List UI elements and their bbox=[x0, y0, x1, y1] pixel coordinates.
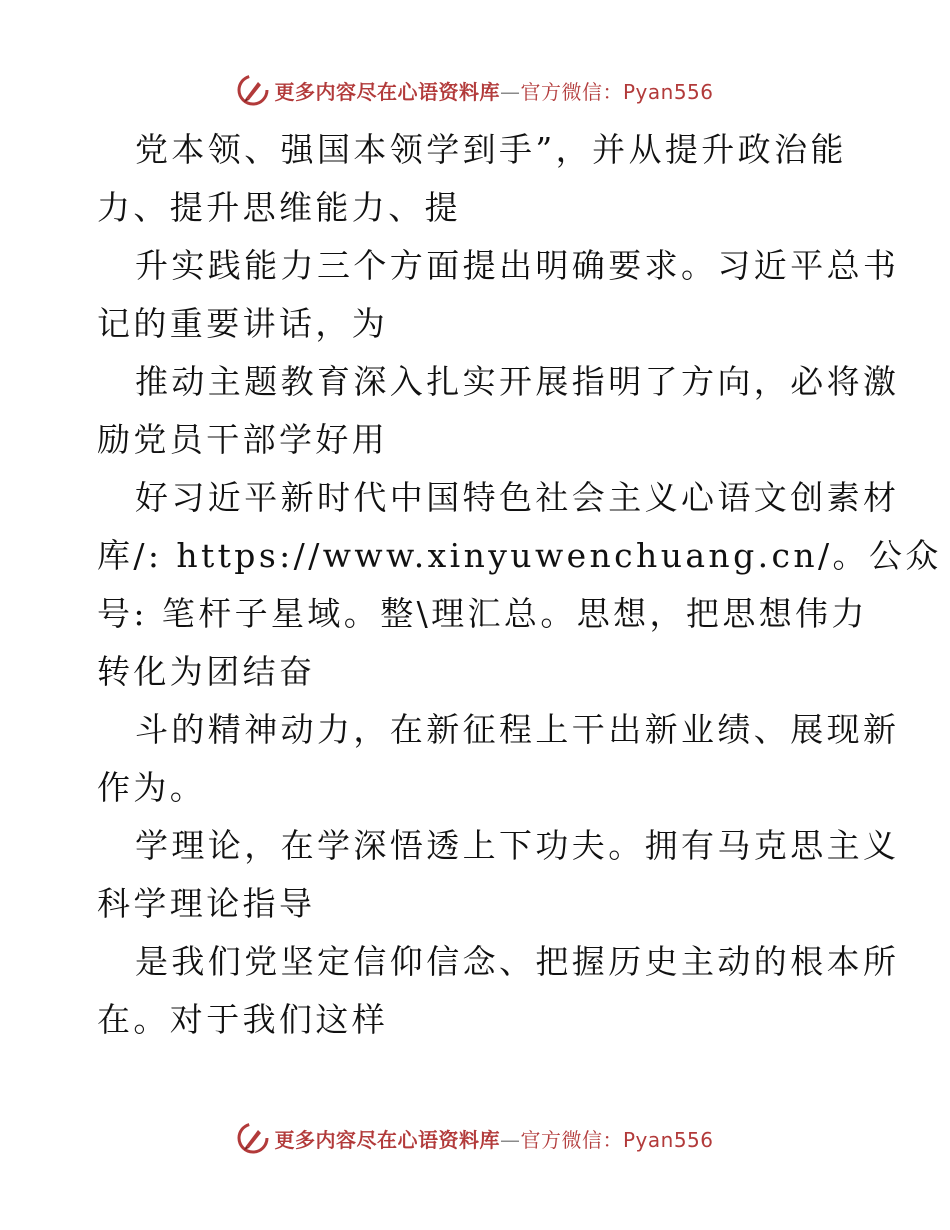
pen-swirl-logo-icon bbox=[236, 73, 270, 107]
text-line: 励党员干部学好用 bbox=[97, 420, 389, 459]
footer-text bbox=[274, 1124, 713, 1153]
header-brand-text: 更多内容尽在心语资料库 bbox=[274, 79, 500, 104]
text-line: 转化为团结奋 bbox=[97, 652, 316, 691]
pen-swirl-logo-icon bbox=[236, 1121, 270, 1155]
text-line: 是我们党坚定信仰信念、把握历史主动的根本所 bbox=[135, 942, 900, 981]
footer-wechat-label: 官方微信： bbox=[520, 1127, 623, 1152]
footer-brand-text: 更多内容尽在心语资料库 bbox=[274, 1127, 500, 1152]
footer-banner bbox=[0, 1118, 950, 1158]
text-line: 学理论，在学深悟透上下功夫。拥有马克思主义 bbox=[135, 826, 900, 865]
text-line: 库/: https://www.xinyuwenchuang.cn/。公众 bbox=[97, 536, 942, 575]
header-text bbox=[274, 76, 713, 105]
footer-wechat-id: Pyan556 bbox=[622, 1127, 714, 1152]
header-wechat-label: 官方微信： bbox=[520, 79, 623, 104]
document-body bbox=[97, 121, 942, 1049]
text-line: 斗的精神动力，在新征程上干出新业绩、展现新 bbox=[135, 710, 900, 749]
text-line: 党本领、强国本领学到手”，并从提升政治能 bbox=[135, 130, 847, 169]
text-line: 在。对于我们这样 bbox=[97, 1000, 389, 1039]
text-line: 力、提升思维能力、提 bbox=[97, 188, 461, 227]
text-line: 记的重要讲话，为 bbox=[97, 304, 389, 343]
text-line: 推动主题教育深入扎实开展指明了方向，必将激 bbox=[135, 362, 900, 401]
text-line: 作为。 bbox=[97, 768, 207, 807]
footer-separator: — bbox=[499, 1127, 521, 1152]
text-line: 科学理论指导 bbox=[97, 884, 316, 923]
text-line: 升实践能力三个方面提出明确要求。习近平总书 bbox=[135, 246, 900, 285]
header-separator: — bbox=[499, 79, 521, 104]
text-line: 号: 笔杆子星域。整\理汇总。思想，把思想伟力 bbox=[97, 594, 868, 633]
header-banner bbox=[0, 70, 950, 110]
text-line: 好习近平新时代中国特色社会主义心语文创素材 bbox=[135, 478, 900, 517]
header-wechat-id: Pyan556 bbox=[622, 79, 714, 104]
